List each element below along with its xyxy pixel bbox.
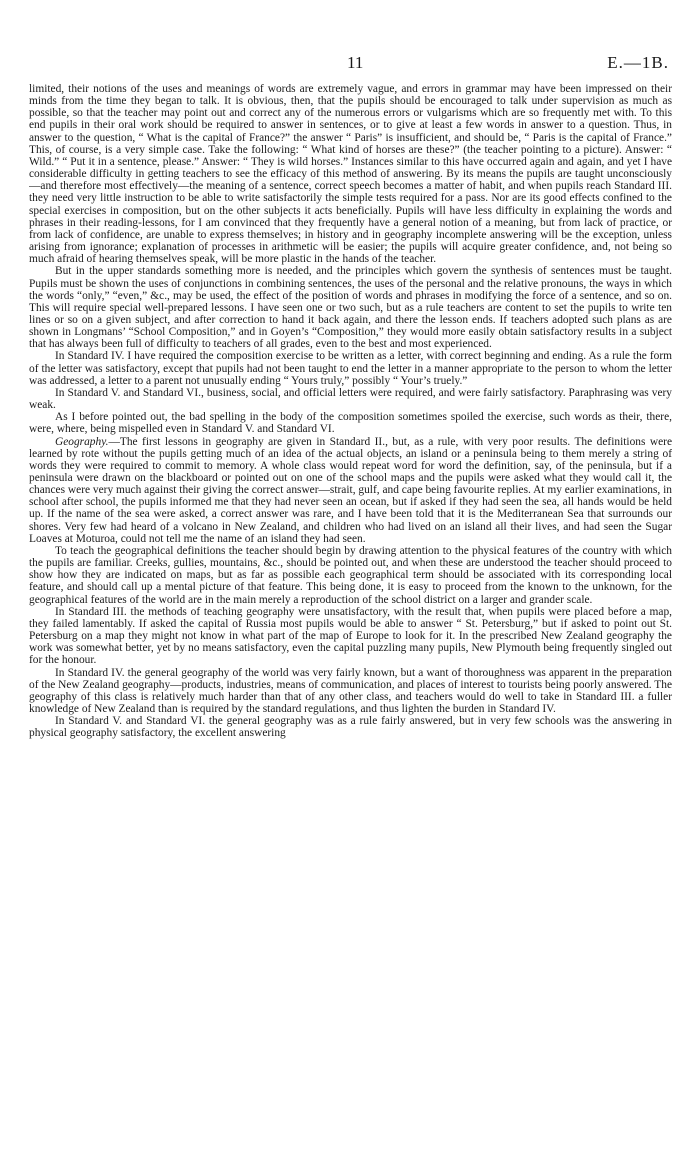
paragraph	[29, 265, 672, 350]
document-page	[29, 0, 672, 1150]
paragraph	[29, 715, 672, 739]
paragraph-text: But in the upper standards something more is needed, and the principles which govern the synthesis of sentences must be taught. Pupils must be shown the uses of conjunctions in combining sentences, the uses of the personal and the relative pronouns, the ways in which the words “only,” “even,” &c., may be used, the effect of the position of words and phrases in modifying the force of a sentence, and so on. This will require special well-prepared lessons. I have seen one or two such, but as a rule teachers are content to set the pupils to write ten lines or so on a given subject, and after correction to hand it back again, and there the lesson ends. If teachers adopted such plans as are shown in Longmans’ “School Composition,” and in Goyen’s “Composition,” they would more easily obtain satisfactory results in a subject that has always been full of difficulty to teachers of all grades, even to the best and most experienced.	[29, 265, 672, 351]
paragraph	[29, 387, 672, 411]
paragraph-text: limited, their notions of the uses and meanings of words are extremely vague, and errors in grammar may have been impressed on their minds from the time they began to talk. It is obvious, then, that the pupils should be encouraged to talk under supervision as much as possible, so that the teacher may point out and correct any of the numerous errors or vulgarisms which are so frequently met with. To this end pupils in their oral work should be required to answer in sentences, or to give at least a few words in answer to a question. Thus, in answer to the question, “ What is the capital of France?” the answer “ Paris” is insufficient, and should be, “ Paris is the capital of France.” This, of course, is a very simple case. Take the following: “ What kind of horses are these?” (the teacher pointing to a picture). Answer: “ Wild.” “ Put it in a sentence, please.” Answer: “ They is wild horses.” Instances similar to this have occurred again and again, and yet I have considerable difficulty in getting teachers to see the efficacy of this method of answering. By its means the pupils are taught unconsciously—and therefore most effectively—the meaning of a sentence, correct speech becomes a matter of habit, and when pupils reach Standard III. they need very little instruction to be able to write satisfactorily the simple tests required for a pass. Nor are its good effects confined to the special exercises in composition, but on the other subjects it acts beneficially. Pupils will have less difficulty in explaining the words and phrases in their reading-lessons, for I am convinced that they frequently have a general notion of a meaning, but from lack of practice, or from lack of confidence, are unable to express themselves; in history and in geography incomplete answering will be the exception, unless arising from ignorance; explanation of processes in arithmetic will be easier; the pupils will acquire greater confidence, and, not being so much afraid of hearing themselves speak, will be more plastic in the hands of the teacher.	[29, 83, 672, 266]
paragraph-text: In Standard IV. I have required the composition exercise to be written as a letter, with correct beginning and ending. As a rule the form of the letter was satisfactory, except that pupils had not been taught to end the letter in a manner appropriate to the person to whom the letter was addressed, a letter to a parent not unusually ending “ Yours truly,” possibly “ Your’s truely.”	[29, 350, 672, 387]
paragraph-text: —The first lessons in geography are given in Standard II., but, as a rule, with very poor results. The definitions were learned by rote without the pupils getting much of an idea of the actual objects, an island or a peninsula being to them merely a string of words they were required to commit to memory. A whole class would repeat word for word the definition, say, of the peninsula, but if a peninsula were drawn on the blackboard or pointed out on one of the school maps and the pupils were asked what they would call it, the chances were very much against their giving the correct answer—strait, gulf, and cape being favourite replies. At my earlier examinations, in school after school, the pupils informed me that they had never seen an ocean, but if asked if they had seen the sea, all hands would be held up. If the name of the sea were asked, a correct answer was rare, and I have been told that it is the Mediterranean Sea that surrounds our shores. Very few had heard of a volcano in New Zealand, and children who had lived on an island all their lives, and had seen the Sugar Loaves at Moturoa, could not tell me the name of an island they had seen.	[29, 435, 672, 545]
paragraph-text: In Standard V. and Standard VI., business, social, and official letters were required, and were fairly satisfactory. Paraphrasing was very weak.	[29, 386, 672, 412]
paragraph-text: To teach the geographical definitions the teacher should begin by drawing attention to the physical features of the country with which the pupils are familiar. Creeks, gullies, mountains, &c., should be pointed out, and when these are understood the teacher should proceed to show how they are indicated on maps, but as far as possible each geographical term should be associated with its corresponding local feature, and should call up a mental picture of that feature. This being done, it is easy to proceed from the known to the unknown, for the geographical features of the world are in the main merely a reproduction of the school district on a larger and grander scale.	[29, 544, 672, 606]
paragraph	[29, 83, 672, 265]
paragraph-text: As I before pointed out, the bad spelling in the body of the composition sometimes spoiled the exercise, such words as their, there, were, where, being mispelled even in Standard V. and Standard VI.	[29, 411, 672, 436]
body-text	[29, 83, 672, 739]
page-reference: E.—1B.	[607, 53, 669, 72]
paragraph	[29, 411, 672, 435]
paragraph	[29, 667, 672, 716]
paragraph-text: In Standard IV. the general geography of the world was very fairly known, but a want of thoroughness was apparent in the preparation of the New Zealand geography—products, industries, means of communication, and places of interest to tourists being poorly answered. The geography of this class is relatively much harder than that of any other class, and teachers would do well to take in Standard III. a fuller knowledge of New Zealand than is required by the standard regulations, and thus lighten the burden in Standard IV.	[29, 666, 672, 715]
section-heading-geography: Geography.	[55, 435, 109, 448]
paragraph	[29, 606, 672, 667]
page-number: 11	[347, 53, 364, 72]
page-header	[29, 0, 672, 72]
paragraph-text: In Standard III. the methods of teaching geography were unsatisfactory, with the result that, when pupils were placed before a map, they failed lamentably. If asked the capital of Russia most pupils would be able to answer “ St. Petersburg,” but if asked to point out St. Petersburg on a map they might not know in what part of the map of Europe to look for it. In the prescribed New Zealand geography the work was somewhat better, yet by no means satisfactory, even the capital puzzling many pupils, New Plymouth being frequently singled out for the honour.	[29, 605, 672, 667]
paragraph-text: In Standard V. and Standard VI. the general geography was as a rule fairly answered, but in very few schools was the answering in physical geography satisfactory, the excellent answering	[29, 715, 672, 740]
paragraph	[29, 545, 672, 606]
paragraph	[29, 350, 672, 386]
paragraph	[29, 436, 672, 545]
